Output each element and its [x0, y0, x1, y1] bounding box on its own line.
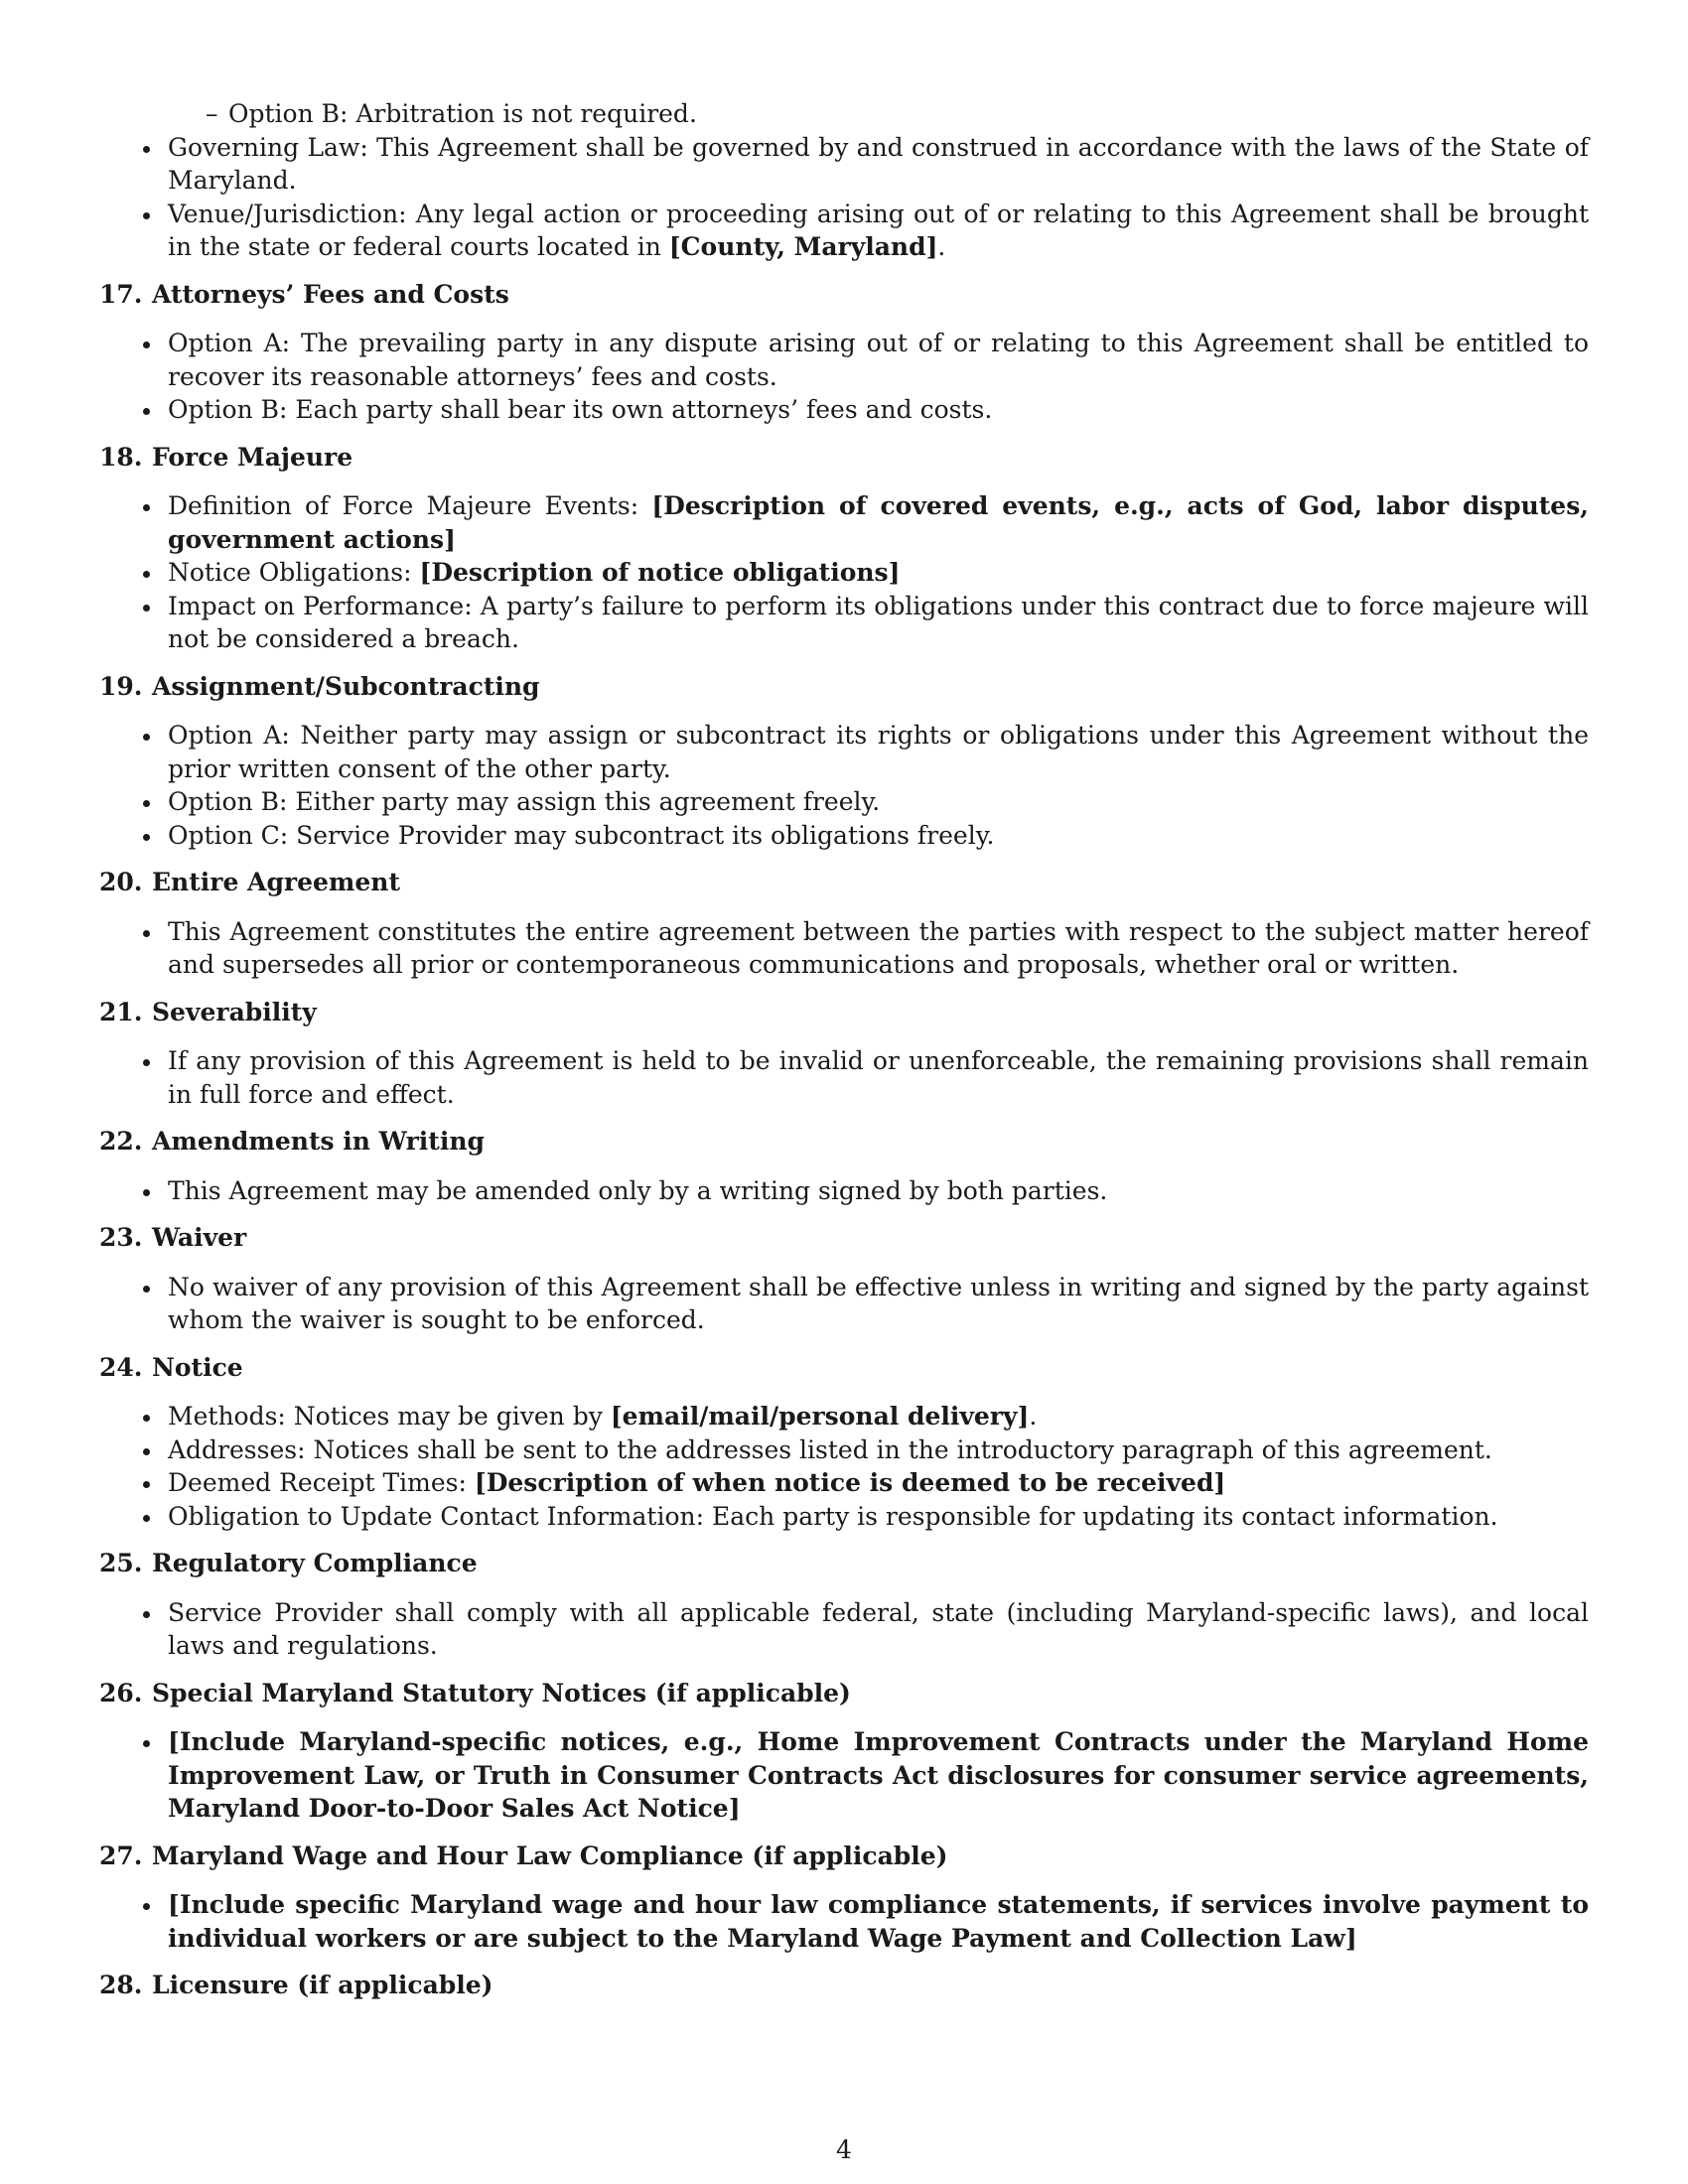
placeholder-text: [Include Maryland-specific notices, e.g., Home Improvement Contracts under the Maryland Home Improvement Law, or Truth in Consumer Contracts Act disclosures for consumer service agreements, Maryland Door-to-Door Sales Act Notice]	[168, 1727, 1589, 1823]
section-title: Special Maryland Statutory Notices (if applicable)	[152, 1678, 851, 1707]
placeholder-text: [Description of notice obligations]	[419, 558, 901, 587]
item-text: Methods: Notices may be given by	[168, 1402, 611, 1431]
option-b-arbitration: – Option B: Arbitration is not required.	[99, 97, 1589, 131]
list-item	[99, 1466, 1589, 1500]
list-item: This Agreement may be amended only by a writing signed by both parties.	[99, 1174, 1589, 1208]
venue-jurisdiction-item	[99, 198, 1589, 264]
section-number: 20.	[99, 868, 143, 896]
section-28	[99, 1969, 1589, 2002]
section-title: Licensure (if applicable)	[152, 1971, 493, 1999]
bullet-list	[99, 1400, 1589, 1533]
section-number: 25.	[99, 1549, 143, 1577]
section-25	[99, 1547, 1589, 1663]
section-title: Waiver	[152, 1223, 247, 1252]
placeholder-text: [Description of covered events, e.g., acts of God, labor disputes, government actions]	[168, 491, 1589, 554]
list-item: No waiver of any provision of this Agreement shall be effective unless in writing and signed by the party against whom the waiver is sought to be enforced.	[99, 1271, 1589, 1337]
bullet-list	[99, 489, 1589, 656]
venue-placeholder: [County, Maryland]	[668, 232, 938, 261]
document-page	[99, 97, 1589, 2018]
venue-period: .	[937, 232, 946, 261]
list-item: Impact on Performance: A party’s failure to perform its obligations under this contract due to force majeure will not be considered a breach.	[99, 590, 1589, 656]
item-suffix: .	[1029, 1402, 1038, 1431]
list-item: Service Provider shall comply with all applicable federal, state (including Maryland-specific laws), and local laws and regulations.	[99, 1596, 1589, 1663]
section-title: Amendments in Writing	[152, 1127, 485, 1156]
section-18	[99, 441, 1589, 656]
list-item: Obligation to Update Contact Information: Each party is responsible for updating its contact information.	[99, 1500, 1589, 1534]
section-24	[99, 1351, 1589, 1534]
bullet-list	[99, 1044, 1589, 1111]
top-bullet-list	[99, 131, 1589, 264]
page-number: 4	[836, 2135, 852, 2164]
bullet-list	[99, 1725, 1589, 1826]
section-number: 19.	[99, 671, 143, 701]
section-title: Severability	[152, 997, 317, 1026]
section-title: Attorneys’ Fees and Costs	[152, 279, 509, 309]
bullet-list	[99, 1888, 1589, 1955]
section-heading	[99, 1969, 1589, 2002]
list-item	[99, 556, 1589, 590]
item-text: Notice Obligations:	[168, 558, 420, 587]
section-title: Regulatory Compliance	[152, 1549, 478, 1577]
section-heading	[99, 1677, 1589, 1710]
bullet-list	[99, 1271, 1589, 1337]
section-number: 23.	[99, 1223, 143, 1252]
section-heading	[99, 1221, 1589, 1255]
section-number: 24.	[99, 1352, 143, 1382]
list-item: This Agreement constitutes the entire agreement between the parties with respect to the subject matter hereof and supersedes all prior or contemporaneous communications and proposals, whether oral or written.	[99, 915, 1589, 982]
section-17	[99, 278, 1589, 427]
bullet-list	[99, 915, 1589, 982]
section-number: 17.	[99, 279, 143, 309]
section-26	[99, 1677, 1589, 1826]
placeholder-text: [Description of when notice is deemed to be received]	[474, 1468, 1226, 1497]
section-number: 26.	[99, 1678, 143, 1707]
sections-container	[99, 278, 1589, 2002]
placeholder-text: [email/mail/personal delivery]	[610, 1402, 1030, 1431]
list-item: Option B: Each party shall bear its own attorneys’ fees and costs.	[99, 393, 1589, 427]
section-number: 22.	[99, 1127, 143, 1156]
list-item: Option A: The prevailing party in any dispute arising out of or relating to this Agreement shall be entitled to recover its reasonable attorneys’ fees and costs.	[99, 327, 1589, 393]
section-title: Maryland Wage and Hour Law Compliance (if applicable)	[152, 1841, 948, 1870]
list-item: Option B: Either party may assign this agreement freely.	[99, 785, 1589, 819]
section-27	[99, 1840, 1589, 1956]
section-number: 28.	[99, 1971, 143, 1999]
list-item: Addresses: Notices shall be sent to the addresses listed in the introductory paragraph of this agreement.	[99, 1433, 1589, 1467]
section-22	[99, 1125, 1589, 1207]
bullet-list	[99, 327, 1589, 427]
section-number: 18.	[99, 442, 143, 472]
section-20	[99, 866, 1589, 982]
section-number: 27.	[99, 1841, 143, 1870]
list-item	[99, 1400, 1589, 1433]
section-heading	[99, 670, 1589, 704]
section-heading	[99, 441, 1589, 475]
placeholder-text: [Include specific Maryland wage and hour law compliance statements, if services involve payment to individual workers or are subject to the Maryland Wage Payment and Collection Law]	[168, 1890, 1589, 1953]
bullet-list	[99, 1174, 1589, 1208]
section-heading	[99, 1840, 1589, 1873]
venue-text: Venue/Jurisdiction: Any legal action or proceeding arising out of or relating to this Agreement shall be brought in the state or federal courts located in	[168, 199, 1589, 261]
section-23	[99, 1221, 1589, 1337]
section-21	[99, 996, 1589, 1112]
list-item	[99, 1888, 1589, 1955]
list-item	[99, 1725, 1589, 1826]
section-title: Force Majeure	[152, 442, 353, 472]
section-title: Assignment/Subcontracting	[152, 671, 540, 701]
section-19	[99, 670, 1589, 853]
governing-law-item: Governing Law: This Agreement shall be governed by and construed in accordance with the laws of the State of Maryland.	[99, 131, 1589, 198]
bullet-list	[99, 719, 1589, 852]
list-item	[99, 489, 1589, 556]
item-text: Definition of Force Majeure Events:	[168, 491, 652, 520]
section-heading	[99, 996, 1589, 1029]
section-heading	[99, 278, 1589, 312]
bullet-list	[99, 1596, 1589, 1663]
section-heading	[99, 1547, 1589, 1580]
list-item: Option C: Service Provider may subcontract its obligations freely.	[99, 819, 1589, 853]
section-heading	[99, 1351, 1589, 1385]
section-heading	[99, 866, 1589, 899]
section-title: Notice	[152, 1352, 243, 1382]
list-item: If any provision of this Agreement is held to be invalid or unenforceable, the remaining provisions shall remain in full force and effect.	[99, 1044, 1589, 1111]
item-text: Deemed Receipt Times:	[168, 1468, 475, 1497]
list-item: Option A: Neither party may assign or subcontract its rights or obligations under this Agreement without the prior written consent of the other party.	[99, 719, 1589, 785]
section-title: Entire Agreement	[152, 868, 400, 896]
section-heading	[99, 1125, 1589, 1159]
section-number: 21.	[99, 997, 143, 1026]
